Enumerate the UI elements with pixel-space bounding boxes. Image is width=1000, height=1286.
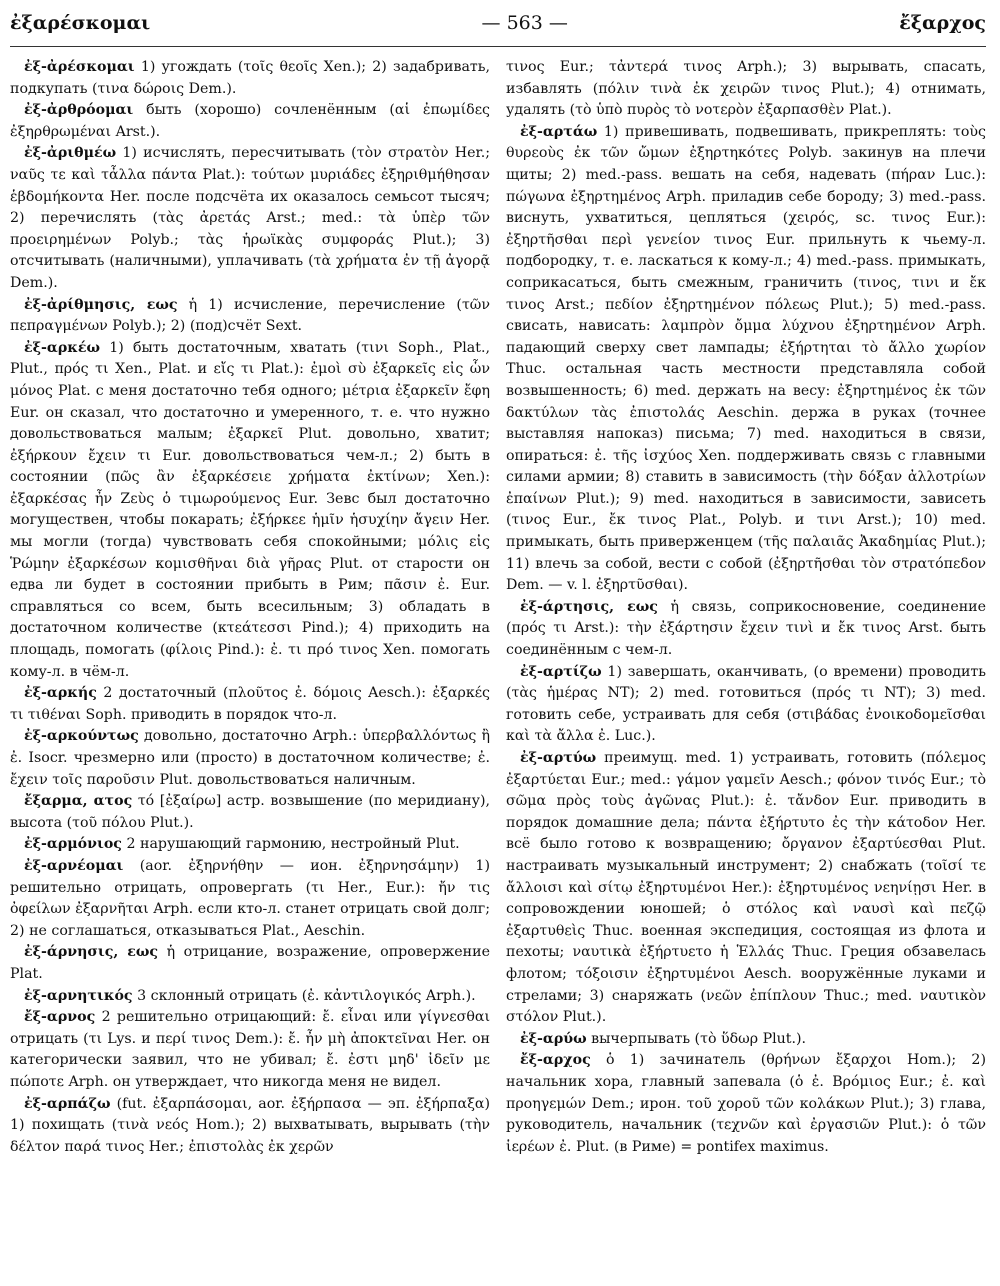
dictionary-entry (10, 295, 490, 338)
header-right-headword: ἔξαρχος (899, 12, 986, 34)
entry-definition: довольно, достаточно Arph.: ὑπερβαλλόντως ἢ ἐ. Isocr. чрезмерно или (просто) в достаточном количестве; ἐ. ἔχειν τοῖς παροῦσιν Plut. довольствоваться наличным. (10, 728, 490, 788)
dictionary-entry (10, 57, 490, 100)
left-column (10, 57, 490, 1277)
dictionary-entry (10, 942, 490, 985)
entry-lemma: ἐξ-αρνητικός (24, 987, 133, 1004)
dictionary-entry (10, 834, 490, 856)
header-left-headword: ἐξαρέσκομαι (10, 12, 151, 34)
entry-definition: 1) быть достаточным, хватать (τινι Soph., Plat., Plut., πρός τι Xen., Plat. и εἴς τι Plat.): ἐμοὶ σὺ ἐξαρκεῖς εἰς ὧν μόνος Plat. с меня достаточно тебя одного; μέτρια ἐξαρκεῖν ἔφη Eur. он сказал, что достаточно и умеренного, т. е. что нужно довольствоваться малым; ἐξαρκεῖ Plut. довольно, хватит; ἐξήρκουν ἔχειν τι Eur. довольствоваться чем-л.; 2) быть в состоянии (πῶς ἂν ἐξαρκέσειε χρήματα ἐκτίνων; Xen.): ἐξαρκέσας ἦν Ζεὺς ὁ τιμωρούμενος Eur. Зевс был достаточно могуществен, чтобы покарать; ἐξήρκεε ἡμῖν ἡσυχίην ἄγειν Her. мы могли (тогда) чувствовать себя спокойными; μόλις εἰς Ῥώμην ἐξαρκέσων κομισθῆναι διὰ γῆρας Plut. от старости он едва ли будет в состоянии прибыть в Рим; πᾶσιν ἐ. Eur. справляться со всем, быть всесильным; 3) обладать в достаточном количестве (κτεάτεσσι Pind.); 4) приходить на площадь, помогать (φίλοις Pind.): ἐ. τι πρό τινος Xen. помогать кому-л. в чём-л. (10, 339, 490, 680)
entry-lemma: ἔξαρμα, ατος (24, 793, 133, 810)
dictionary-entry (506, 1029, 986, 1051)
entry-definition: 1) завершать, оканчивать, (о времени) проводить (τὰς ἡμέρας NT); 2) med. готовиться (πρός τι NT); 3) med. готовить себе, устраивать для себя (στιβάδας ἐνοικοδομεῖσθαι καὶ τὰ ἄλλα ἐ. Luc.). (506, 663, 986, 745)
dictionary-entry (10, 338, 490, 684)
entry-definition: ἡ связь, соприкосновение, соединение (πρός τι Arst.): τὴν ἐξάρτησιν ἔχειν τινὶ и ἔκ τινος Arst. быть соединённым с чем-л. (506, 598, 986, 659)
entry-definition: 3 склонный отрицать (ἐ. κἀντιλογικός Arph.). (137, 987, 476, 1004)
entry-lemma: ἔξ-αρνος (24, 1009, 96, 1026)
entry-definition: (aor. ἐξηρνήθην — ион. ἐξηρνησάμην) 1) решительно отрицать, опровергать (τι Her., Eur.): ἤν τις ὀφείλων ἐξαρνῆται Arph. если кто-л. станет отрицать свой долг; 2) не соглашаться, отказываться Plat., Aeschin. (10, 857, 490, 939)
entry-lemma: ἐξ-αρύω (520, 1030, 587, 1047)
dictionary-entry (10, 100, 490, 143)
page-header (10, 12, 986, 47)
dictionary-entry (506, 597, 986, 662)
entry-definition: τό [ἐξαίρω] астр. возвышение (по меридиану), высота (τοῦ πόλου Plut.). (10, 793, 490, 831)
entry-lemma: ἐξ-αρκής (24, 685, 97, 702)
entry-lemma: ἐξ-αρτίζω (520, 663, 602, 680)
dictionary-entry (10, 683, 490, 726)
dictionary-entry (506, 57, 986, 122)
entry-lemma: ἔξ-αρχος (520, 1052, 591, 1069)
entry-definition: ὁ 1) зачинатель (θρήνων ἔξαρχοι Hom.); 2) начальник хора, главный запевала (ὁ ἐ. Βρόμιος Eur.; ἐ. καὶ προηγεμών Dem.; ирон. τοῦ χοροῦ τῶν κολάκων Plut.); 3) глава, руководитель, начальник (τεχνῶν καὶ ἐργασιῶν Plut.): ὁ τῶν ἱερέων ἐ. Plut. (в Риме) = pontifex maximus. (506, 1052, 986, 1155)
page-number: — 563 — (481, 12, 568, 34)
entry-lemma: ἐξ-αρτύω (520, 750, 597, 766)
entry-lemma: ἐξ-αρνέομαι (24, 857, 124, 874)
right-column (506, 57, 986, 1277)
entry-lemma: ἐξ-άρνησις, εως (24, 944, 159, 961)
entry-definition: 1) угождать (τοῖς θεοῖς Xen.); 2) задабривать, подкупать (τινα δώροις Dem.). (10, 59, 490, 97)
dictionary-entry (506, 1050, 986, 1158)
dictionary-entry (10, 726, 490, 791)
dictionary-entry (506, 748, 986, 1029)
entry-definition: τινος Eur.; τἀντερά τινος Arph.); 3) вырывать, спасать, избавлять (πόλιν τινὰ ἐκ χειρῶν τινος Plut.); 4) отнимать, удалять (τὸ ὑπὸ πυρὸς τὸ νοτερὸν ἐξαρπασθὲν Plat.). (506, 59, 986, 119)
entry-definition: (fut. ἐξαρπάσομαι, aor. ἐξήρπασα — эп. ἐξήρπαξα) 1) похищать (τινὰ νεός Hom.); 2) выхватывать, вырывать (τὴν δέλτον παρά τινος Her.; ἐπιστολὰς ἐκ χερῶν (10, 1095, 490, 1155)
entry-lemma: ἐξ-ἀρέσκομαι (24, 59, 135, 75)
dictionary-entry (10, 1094, 490, 1159)
entry-lemma: ἐξ-ἀρίθμησις, εως (24, 296, 178, 313)
entry-lemma: ἐξ-άρτησις, εως (520, 598, 658, 615)
entry-definition: 1) привешивать, подвешивать, прикреплять: τοὺς θυρεοὺς ἐκ τῶν ὤμων ἐξηρτηκότες Polyb. закинув на плечи щиты; 2) med.-pass. вешать на себя, надевать (πήραν Luc.): πώγωνα ἐξηρτημένος Arph. приладив себе бороду; 3) med.-pass. виснуть, ухватиться, цепляться (χειρός, sc. τινος Eur.): ἐξηρτῆσθαι περὶ γενείον τινος Eur. прильнуть к чьему-л. подбородку, т. е. ласкаться к кому-л.; 4) med.-pass. примыкать, соприкасаться, быть смежным, граничить (τινος, τινι и ἔκ τινος Arst.; πεδίον ἐξηρτημένον πόλεως Plut.); 5) med.-pass. свисать, нависать: λαμπρὸν ὄμμα λύχνου ἐξηρτημένον Arph. падающий сверху свет лампады; ἐξήρτηται τὸ ἄλλο χωρίον Thuc. остальная часть местности представляла собой возвышенность; 6) med. держать на весу: ἐξηρτημένος ἐκ τῶν δακτύλων τὰς ἐπιστολάς Aeschin. держа в руках (точнее выставляя напоказ) письма; 7) med. находиться в связи, опираться: ἐ. τῆς ἰσχύος Xen. поддерживать связь с главными силами армии; 8) ставить в зависимость (τὴν δόξαν ἀλλοτρίων ἐπαίνων Plut.); 9) med. находиться в зависимости, зависеть (τινος Eur., ἔκ τινος Plat., Polyb. и τινι Arst.); 10) med. примыкать, быть приверженцем (τῆς παλαιᾶς Ἀκαδημίας Plut.); 11) влечь за собой, вести с собой (ἐξηρτῆσθαι τὸν στρατόπεδον Dem. — v. l. ἐξηρτῦσθαι). (506, 123, 986, 594)
entry-definition: ἡ отрицание, возражение, опровержение Plat. (10, 944, 490, 982)
entry-definition: 2 нарушающий гармонию, нестройный Plut. (126, 836, 460, 853)
text-columns (10, 57, 986, 1277)
dictionary-entry (10, 1007, 490, 1093)
entry-lemma: ἐξ-ἀριθμέω (24, 145, 117, 162)
entry-lemma: ἐξ-αρκούντως (24, 728, 139, 745)
entry-definition: ἡ 1) исчисление, перечисление (τῶν πεπραγμένων Polyb.); 2) (под)счёт Sext. (10, 296, 490, 335)
entry-definition: 1) исчислять, пересчитывать (τὸν στρατὸν Her.; ναῦς τε καὶ τἆλλα πάντα Plat.): τούτων μυριάδες ἐξηριθμήθησαν ἑβδομήκοντα Her. после подсчёта их оказалось семьсот тысяч; 2) перечислять (τὰς ἀρετάς Arst.; med.: τὰ ὑπὲρ τῶν προειρημένων Polyb.; τὰς ἡρωϊκὰς συμφοράς Plut.); 3) отсчитывать (наличными), уплачивать (τὰ χρήματα ἐν τῇ ἀγορᾷ Dem.). (10, 145, 490, 291)
entry-lemma: ἐξ-αρμόνιος (24, 836, 122, 853)
entry-definition: 2 достаточный (πλοῦτος ἐ. δόμοις Aesch.): ἐξαρκές τι τιθέναι Soph. приводить в порядок что-л. (10, 685, 490, 723)
dictionary-entry (506, 662, 986, 748)
dictionary-entry (10, 143, 490, 294)
entry-lemma: ἐξ-ἀρθρόομαι (24, 102, 134, 119)
entry-definition: вычерпывать (τὸ ὕδωρ Plut.). (591, 1030, 807, 1047)
entry-definition: 2 решительно отрицающий: ἔ. εἶναι или γίγνεσθαι отрицать (τι Lys. и περί τινος Dem.): ἔ. ἦν μὴ ἀποκτεῖναι Her. он категорически заявил, что не убивал; ἔ. ἐστι μηδ' ἰδεῖν με πώποτε Arph. он утверждает, что никогда меня не видел. (10, 1009, 490, 1090)
dictionary-entry (10, 856, 490, 942)
entry-lemma: ἐξ-αρτάω (520, 123, 598, 140)
entry-definition: быть (хорошо) сочленённым (αἱ ἐπωμίδες ἐξηρθρωμέναι Arst.). (10, 102, 490, 140)
dictionary-entry (10, 986, 490, 1008)
dictionary-entry (10, 791, 490, 834)
entry-definition: преимущ. med. 1) устраивать, готовить (πόλεμος ἐξαρτύεται Eur.; med.: γάμον γαμεῖν Aesch.; φόνον τινός Eur.; τὸ σῶμα πρὸς τοὺς ἀγῶνας Plut.): ἐ. τἄνδον Eur. приводить в порядок домашние дела; πάντα ἐξήρτυτο ἐς τὴν κάτοδον Her. всё было готово к возвращению; ὄργανον ἐξαρτύεσθαι Plut. настраивать музыкальный инструмент; 2) снабжать (τοῖσί τε ἄλλοισι καὶ σίτῳ ἐξηρτυμένοι Her.): ἐξηρτυμένος νεηνίῃσι Her. в сопровождении юношей; ὁ στόλος καὶ ναυσὶ καὶ πεζῷ ἐξαρτυθεὶς Thuc. военная экспедиция, состоящая из флота и пехоты; ναυτικὰ ἐξήρτυετο ἡ Ἑλλάς Thuc. Греция обзавелась флотом; τόξοισιν ἐξηρτυμένοι Aesch. вооружённые луками и стрелами; 3) снаряжать (νεῶν ἐπίπλουν Thuc.; med. ναυτικὸν στόλον Plut.). (506, 750, 986, 1026)
dictionary-entry (506, 122, 986, 597)
entry-lemma: ἐξ-αρπάζω (24, 1095, 111, 1112)
entry-lemma: ἐξ-αρκέω (24, 339, 101, 356)
